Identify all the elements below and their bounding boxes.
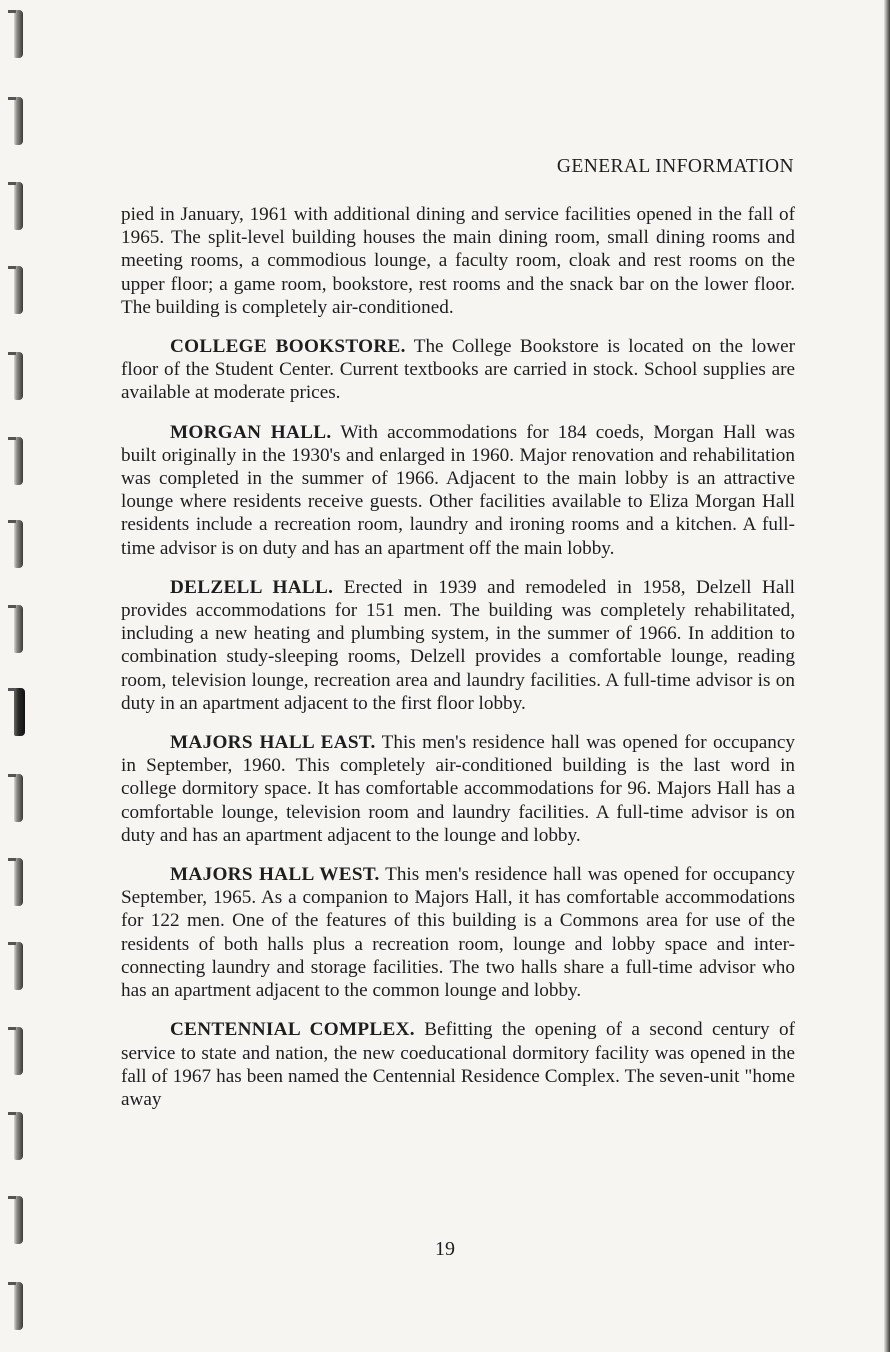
- paragraph-text: This men's residence hall was opened for occupancy in September, 1960. This completely air-conditioned building is the last word in college dormitory space. It has comfortable accommodations for 96. Majors Hall has a comfortable lounge, television room and laundry facilities. A full-time advisor is on duty and has an apartment adjacent to the lounge and lobby.: [121, 732, 795, 846]
- binding-ring: [14, 942, 23, 990]
- binding-ring: [14, 352, 23, 400]
- binding-ring: [14, 10, 23, 58]
- binding-ring: [14, 1112, 23, 1160]
- page-edge: [884, 0, 890, 1352]
- paragraph: [121, 203, 795, 319]
- section-heading: DELZELL HALL.: [170, 576, 334, 598]
- paragraph-text: Erected in 1939 and remodeled in 1958, Delzell Hall provides accommodations for 151 men. The building was completely rehabilitated, including a new heating and plumbing system, in the summer of 1966. In addition to combination study-sleeping rooms, Delzell provides a comfortable lounge, reading room, television lounge, recreation area and laundry facilities. A full-time advisor is on duty in an apartment adjacent to the first floor lobby.: [121, 576, 795, 714]
- paragraph: [121, 1018, 795, 1111]
- spiral-binding: [0, 0, 34, 1352]
- binding-ring: [14, 774, 23, 822]
- page-number: 19: [435, 1238, 455, 1260]
- paragraph-text: The College Bookstore is located on the lower floor of the Student Center. Current textbooks are carried in stock. School supplies are available at moderate prices.: [121, 336, 795, 404]
- paragraph: [121, 335, 795, 405]
- binding-ring: [14, 688, 25, 736]
- binding-ring: [14, 858, 23, 906]
- body-text: [121, 203, 795, 1127]
- binding-ring: [14, 182, 23, 230]
- paragraph: [121, 576, 795, 715]
- paragraph-text: pied in January, 1961 with additional dining and service facilities opened in the fall of 1965. The split-level building houses the main dining room, small dining rooms and meeting rooms, a commodious lounge, a faculty room, cloak and rest rooms on the upper floor; a game room, bookstore, rest rooms and the snack bar on the lower floor. The building is completely air-conditioned.: [121, 204, 795, 318]
- binding-ring: [14, 266, 23, 314]
- section-heading: COLLEGE BOOKSTORE.: [170, 336, 406, 358]
- paragraph: [121, 421, 795, 560]
- paragraph-text: This men's residence hall was opened for occupancy September, 1965. As a companion to Majors Hall, it has comfortable accommodations for 122 men. One of the features of this building is a Commons area for use of the residents of both halls plus a recreation room, lounge and lobby space and inter-connecting laundry and storage facilities. The two halls share a full-time advisor who has an apartment adjacent to the common lounge and lobby.: [121, 864, 795, 1002]
- section-heading: CENTENNIAL COMPLEX.: [170, 1019, 415, 1041]
- binding-ring: [14, 437, 23, 485]
- section-heading: MORGAN HALL.: [170, 421, 332, 443]
- paragraph: [121, 863, 795, 1002]
- paragraph-text: Befitting the opening of a second century of service to state and nation, the new coeducational dormitory facility was opened in the fall of 1967 has been named the Centennial Residence Complex. The seven-unit "home away: [121, 1019, 795, 1110]
- binding-ring: [14, 1282, 23, 1330]
- binding-ring: [14, 605, 23, 653]
- section-heading: MAJORS HALL WEST.: [170, 864, 380, 886]
- binding-ring: [14, 1027, 23, 1075]
- binding-ring: [14, 97, 23, 145]
- section-heading: MAJORS HALL EAST.: [170, 732, 376, 754]
- paragraph: [121, 731, 795, 847]
- binding-ring: [14, 520, 23, 568]
- running-header: GENERAL INFORMATION: [556, 156, 794, 177]
- paragraph-text: With accommodations for 184 coeds, Morgan Hall was built originally in the 1930's and enlarged in 1960. Major renovation and rehabilitation was completed in the summer of 1966. Adjacent to the main lobby is an attractive lounge where residents receive guests. Other facilities available to Eliza Morgan Hall residents include a recreation room, laundry and ironing rooms and a kitchen. A full-time advisor is on duty and has an apartment off the main lobby.: [121, 421, 796, 559]
- binding-ring: [14, 1196, 23, 1244]
